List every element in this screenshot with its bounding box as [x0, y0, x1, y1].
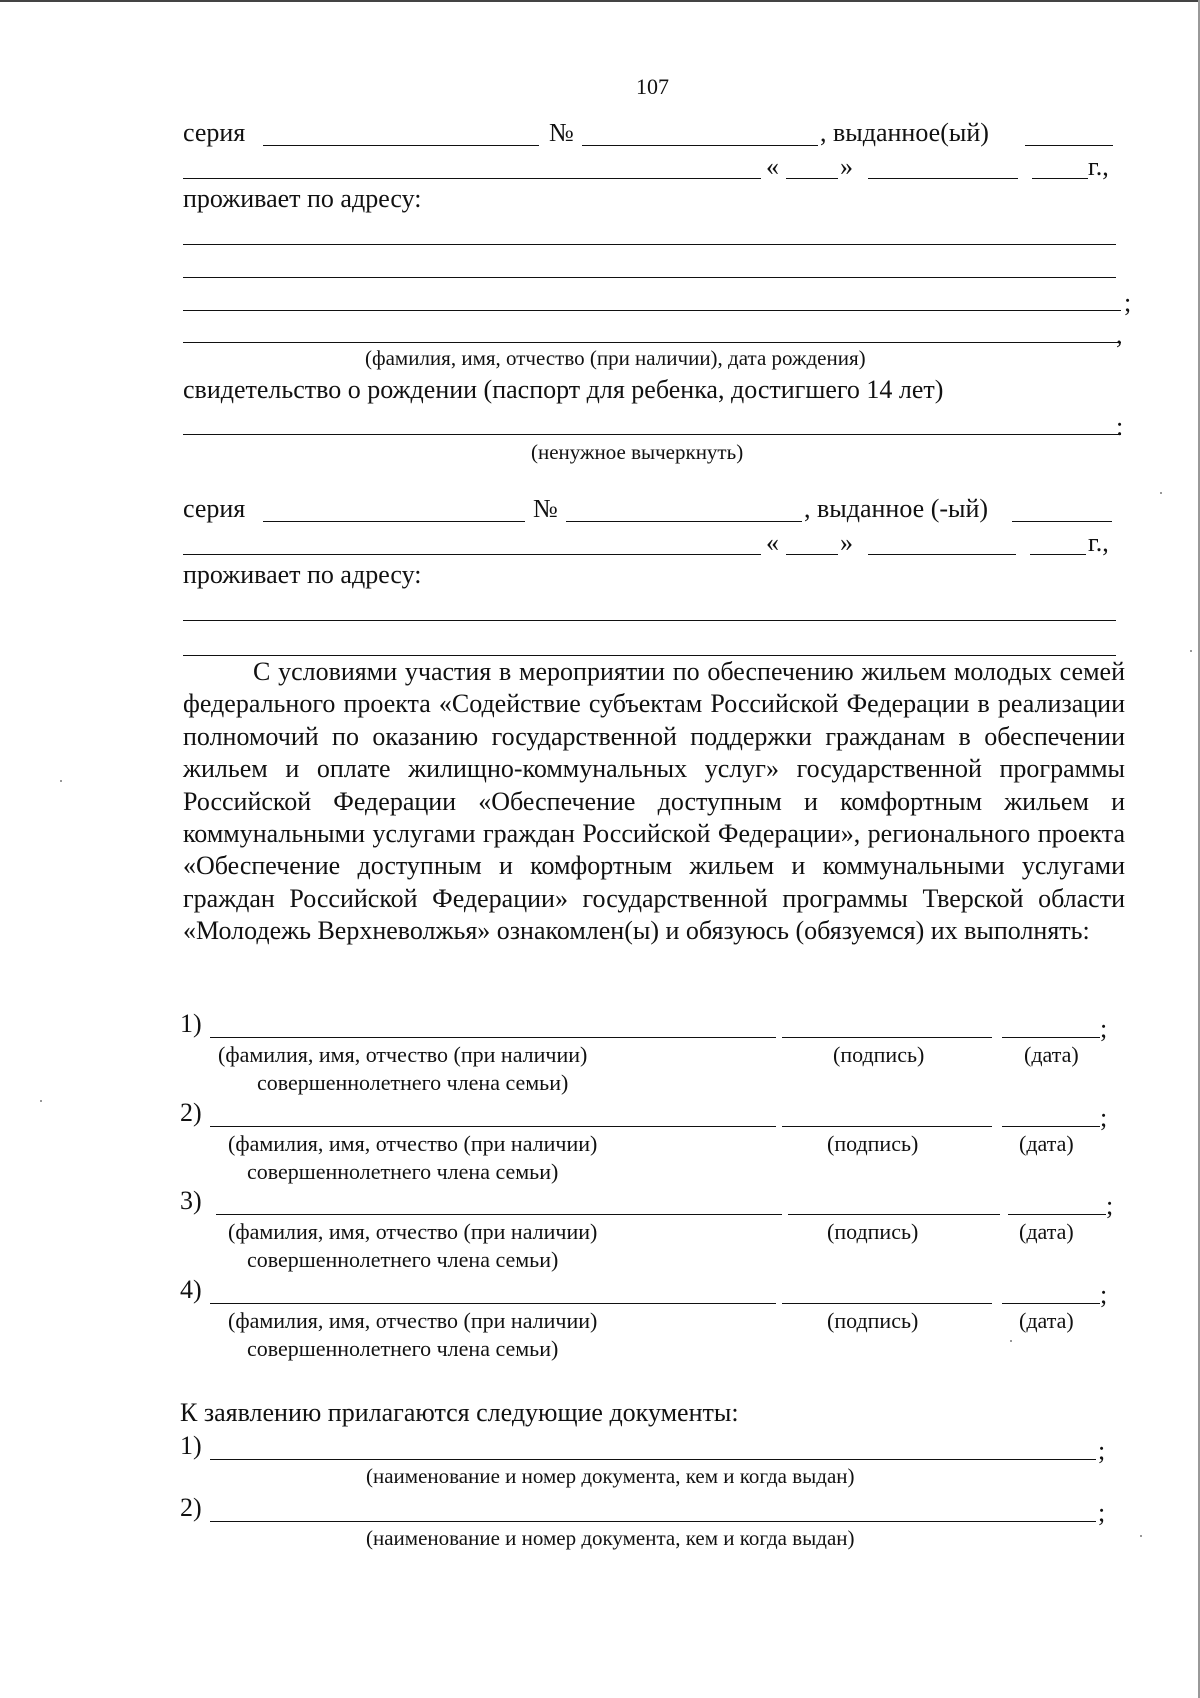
child-series-field[interactable] — [263, 521, 525, 522]
attachments-heading: К заявлению прилагаются следующие документы: — [180, 1398, 739, 1427]
signatory-number: 3) — [180, 1186, 202, 1215]
signatory-date-caption: (дата) — [1019, 1308, 1074, 1333]
signatory-number: 4) — [180, 1275, 202, 1304]
child-issue-month-field[interactable] — [868, 554, 1016, 555]
signatory-number: 2) — [180, 1098, 202, 1127]
page-number: 107 — [636, 74, 669, 99]
signatory-name-caption: (фамилия, имя, отчество (при наличии) — [218, 1042, 588, 1067]
address-label: проживает по адресу: — [183, 184, 422, 213]
signatory-date-caption: (дата) — [1019, 1131, 1074, 1156]
scan-speck — [40, 1100, 42, 1102]
signatory-date-field[interactable] — [1002, 1126, 1100, 1127]
signatory-signature-field[interactable] — [782, 1126, 992, 1127]
signatory-signature-field[interactable] — [782, 1037, 992, 1038]
signatory-end: ; — [1100, 1280, 1108, 1309]
series-label: серия — [183, 118, 246, 147]
child-issued-by-field[interactable] — [1012, 521, 1112, 522]
line-end-colon: : — [1116, 412, 1124, 441]
signatory-end: ; — [1100, 1103, 1108, 1132]
address-line-1[interactable] — [183, 244, 1116, 245]
issue-month-field[interactable] — [868, 178, 1018, 179]
signatory-signature-caption: (подпись) — [833, 1042, 925, 1067]
conditions-paragraph — [183, 656, 1125, 948]
child-series-label: серия — [183, 494, 246, 523]
child-date-close-quote: » — [840, 528, 853, 557]
signatory-name-field[interactable] — [210, 1126, 776, 1127]
signatory-name-caption: (фамилия, имя, отчество (при наличии) — [228, 1131, 598, 1156]
number-label: № — [549, 118, 574, 147]
child-address-line-1[interactable] — [183, 620, 1116, 621]
certificate-field[interactable] — [183, 434, 1121, 435]
signatory-date-field[interactable] — [1008, 1214, 1106, 1215]
signatory-date-field[interactable] — [1002, 1037, 1100, 1038]
child-address-label: проживает по адресу: — [183, 560, 422, 589]
attachment-caption: (наименование и номер документа, кем и когда выдан) — [366, 1464, 855, 1488]
signatory-name-caption-line2: совершеннолетнего члена семьи) — [257, 1070, 569, 1095]
child-number-label: № — [533, 494, 558, 523]
year-suffix: г., — [1088, 152, 1109, 181]
child-year-suffix: г., — [1088, 528, 1109, 557]
number-field[interactable] — [582, 145, 818, 146]
date-open-quote: « — [766, 152, 779, 181]
signatory-end: ; — [1100, 1014, 1108, 1043]
signatory-name-caption-line2: совершеннолетнего члена семьи) — [247, 1159, 559, 1184]
certificate-label: свидетельство о рождении (паспорт для ребенка, достигшего 14 лет) — [183, 375, 944, 404]
attachment-field[interactable] — [210, 1459, 1096, 1460]
signatory-date-caption: (дата) — [1024, 1042, 1079, 1067]
date-close-quote: » — [840, 152, 853, 181]
attachment-number: 1) — [180, 1431, 202, 1460]
line-end-semicolon: ; — [1124, 288, 1132, 317]
address-line-2[interactable] — [183, 277, 1116, 278]
signatory-end: ; — [1106, 1191, 1114, 1220]
attachment-caption: (наименование и номер документа, кем и когда выдан) — [366, 1526, 855, 1550]
scan-top-edge — [0, 0, 1200, 2]
child-issued-label: , выданное (-ый) — [804, 494, 989, 523]
scan-speck — [1140, 1535, 1142, 1537]
attachment-end: ; — [1098, 1498, 1106, 1527]
signatory-signature-caption: (подпись) — [827, 1131, 919, 1156]
strike-caption: (ненужное вычеркнуть) — [531, 440, 744, 464]
child-name-caption: (фамилия, имя, отчество (при наличии), дата рождения) — [365, 346, 866, 370]
child-number-field[interactable] — [566, 521, 802, 522]
signatory-name-field[interactable] — [210, 1037, 776, 1038]
address-line-3[interactable] — [183, 310, 1121, 311]
signatory-signature-caption: (подпись) — [827, 1219, 919, 1244]
child-issue-day-field[interactable] — [786, 554, 838, 555]
series-field[interactable] — [263, 145, 539, 146]
signatory-signature-field[interactable] — [788, 1214, 1000, 1215]
signatory-name-caption: (фамилия, имя, отчество (при наличии) — [228, 1308, 598, 1333]
issue-day-field[interactable] — [786, 178, 838, 179]
signatory-date-caption: (дата) — [1019, 1219, 1074, 1244]
signatory-signature-field[interactable] — [782, 1303, 992, 1304]
signatory-name-field[interactable] — [216, 1214, 782, 1215]
signatory-name-field[interactable] — [210, 1303, 776, 1304]
signatory-signature-caption: (подпись) — [827, 1308, 919, 1333]
attachment-end: ; — [1098, 1436, 1106, 1465]
signatory-number: 1) — [180, 1009, 202, 1038]
scan-speck — [1160, 492, 1162, 494]
conditions-paragraph-text: С условиями участия в мероприятии по обеспечению жильем молодых семей федерального проекта «Содействие субъектам Российской Федерации в реализации полномочий по оказанию государственной поддержки гражданам в обеспечении жильем и оплате жилищно-коммунальных услуг» государственной программы Российской Федерации «Обеспечение доступным и комфортным жильем и коммунальными услугами граждан Российской Федерации», регионального проекта «Обеспечение доступным и комфортным жильем и коммунальными услугами граждан Российской Федерации» государственной программы Тверской области «Молодежь Верхневолжья» ознакомлен(ы) и обязуюсь (обязуемся) их выполнять: — [183, 657, 1125, 946]
child-date-open-quote: « — [766, 528, 779, 557]
child-name-field[interactable] — [183, 342, 1121, 343]
signatory-name-caption: (фамилия, имя, отчество (при наличии) — [228, 1219, 598, 1244]
signatory-name-caption-line2: совершеннолетнего члена семьи) — [247, 1336, 559, 1361]
signatory-date-field[interactable] — [1002, 1303, 1100, 1304]
issued-label: , выданное(ый) — [820, 118, 989, 147]
signatory-name-caption-line2: совершеннолетнего члена семьи) — [247, 1247, 559, 1272]
issued-by-field[interactable] — [1025, 145, 1113, 146]
line-end-comma: , — [1116, 320, 1123, 349]
issued-by-field-continued[interactable] — [183, 178, 761, 179]
attachment-number: 2) — [180, 1493, 202, 1522]
child-issue-year-field[interactable] — [1030, 554, 1086, 555]
child-issued-by-field-continued[interactable] — [183, 554, 761, 555]
scan-speck — [1190, 650, 1192, 652]
issue-year-field[interactable] — [1032, 178, 1088, 179]
scan-speck — [1010, 1340, 1012, 1342]
attachment-field[interactable] — [210, 1521, 1096, 1522]
scan-speck — [60, 780, 62, 782]
